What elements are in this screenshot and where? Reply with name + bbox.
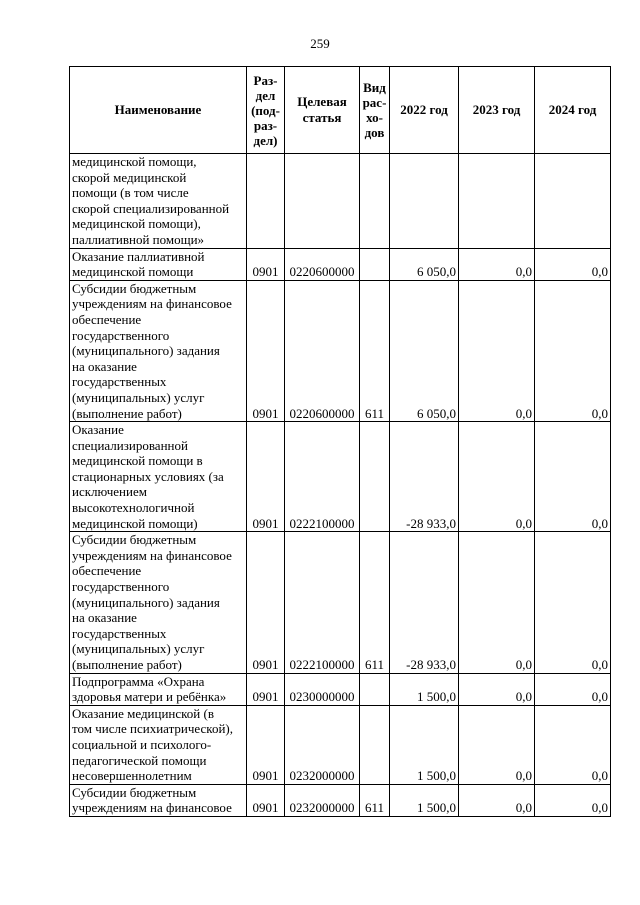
- name-cell: [70, 280, 247, 421]
- amount-2022-cell: 1 500,0: [390, 705, 459, 784]
- amount-2024-cell: 0,0: [535, 705, 611, 784]
- name-line: учреждениям на финансовое: [72, 296, 232, 312]
- name-line: Субсидии бюджетным: [72, 784, 197, 800]
- name-line: стационарных условиях (за: [72, 468, 224, 484]
- amount-2024-cell: [535, 154, 611, 249]
- name-line: на оказание: [72, 610, 137, 626]
- amount-2024-cell: 0,0: [535, 280, 611, 421]
- target-cell: 0230000000: [285, 673, 360, 705]
- amount-2024-cell: 0,0: [535, 532, 611, 673]
- name-line: социальной и психолого-: [72, 736, 212, 752]
- header-expense-line: дов: [364, 125, 385, 140]
- section-cell: 0901: [247, 784, 285, 816]
- name-cell: [70, 705, 247, 784]
- section-cell: 0901: [247, 705, 285, 784]
- target-cell: [285, 154, 360, 249]
- amount-2022-cell: -28 933,0: [390, 422, 459, 532]
- expense-cell: 611: [360, 784, 390, 816]
- name-line: (выполнение работ): [72, 657, 182, 672]
- section-cell: 0901: [247, 673, 285, 705]
- amount-2023-cell: 0,0: [459, 248, 535, 280]
- name-line: паллиативной помощи»: [72, 231, 205, 247]
- expense-cell: [360, 422, 390, 532]
- amount-2024-cell: 0,0: [535, 784, 611, 816]
- name-cell: [70, 784, 247, 816]
- name-line: медицинской помощи),: [72, 216, 201, 232]
- header-section-line: дел): [253, 132, 278, 148]
- name-line: медицинской помощи в: [72, 453, 203, 469]
- name-cell: [70, 154, 247, 249]
- name-line: помощи (в том числе: [72, 185, 189, 201]
- amount-2022-cell: 6 050,0: [390, 280, 459, 421]
- name-line: медицинской помощи: [72, 264, 194, 280]
- name-line: обеспечение: [72, 311, 142, 327]
- section-cell: 0901: [247, 280, 285, 421]
- name-cell: [70, 532, 247, 673]
- header-target: [285, 67, 360, 154]
- name-line: Субсидии бюджетным: [72, 280, 197, 296]
- expense-cell: [360, 154, 390, 249]
- name-line: высокотехнологичной: [72, 500, 195, 516]
- header-name: Наименование: [70, 67, 247, 154]
- name-line: Подпрограмма «Охрана: [72, 673, 205, 689]
- target-cell: 0232000000: [285, 705, 360, 784]
- target-cell: 0232000000: [285, 784, 360, 816]
- amount-2023-cell: 0,0: [459, 673, 535, 705]
- name-line: учреждениям на финансовое: [72, 547, 232, 563]
- name-line: учреждениям на финансовое: [72, 800, 232, 816]
- name-line: государственного: [72, 327, 170, 343]
- amount-2024-cell: 0,0: [535, 422, 611, 532]
- header-expense-line: рас-: [362, 95, 387, 110]
- name-line: медицинской помощи,: [72, 154, 197, 169]
- name-line: медицинской помощи): [72, 515, 198, 531]
- expense-cell: [360, 673, 390, 705]
- header-target-line: Целевая: [297, 94, 347, 110]
- name-line: (выполнение работ): [72, 405, 182, 421]
- name-line: государственных: [72, 625, 167, 641]
- expense-cell: 611: [360, 280, 390, 421]
- table-header-row: [70, 67, 611, 154]
- section-cell: 0901: [247, 248, 285, 280]
- header-year-2024: 2024 год: [535, 67, 611, 154]
- table-row: [70, 248, 611, 280]
- amount-2024-cell: 0,0: [535, 673, 611, 705]
- name-cell: [70, 422, 247, 532]
- name-line: Оказание медицинской (в: [72, 705, 214, 721]
- name-line: исключением: [72, 484, 147, 500]
- header-target-line: статья: [302, 110, 342, 125]
- page-number: 259: [310, 36, 330, 51]
- header-section-line: Раз-: [253, 72, 278, 88]
- header-expense-line: Вид: [363, 80, 386, 95]
- name-line: специализированной: [72, 437, 188, 453]
- name-line: государственного: [72, 579, 170, 595]
- table-row: [70, 784, 611, 816]
- table-row: [70, 422, 611, 532]
- name-line: (муниципальных) услуг: [72, 389, 205, 405]
- name-line: (муниципального) задания: [72, 594, 220, 610]
- name-cell: [70, 673, 247, 705]
- amount-2022-cell: [390, 154, 459, 249]
- section-cell: 0901: [247, 532, 285, 673]
- table-row: [70, 154, 611, 249]
- target-cell: 0222100000: [285, 532, 360, 673]
- table-row: [70, 532, 611, 673]
- name-line: скорой специализированной: [72, 200, 230, 216]
- target-cell: 0222100000: [285, 422, 360, 532]
- name-line: (муниципальных) услуг: [72, 641, 205, 657]
- amount-2023-cell: [459, 154, 535, 249]
- amount-2022-cell: 6 050,0: [390, 248, 459, 280]
- amount-2023-cell: 0,0: [459, 705, 535, 784]
- section-cell: [247, 154, 285, 249]
- name-line: том числе психиатрической),: [72, 721, 233, 737]
- section-cell: 0901: [247, 422, 285, 532]
- name-cell: [70, 248, 247, 280]
- amount-2022-cell: 1 500,0: [390, 673, 459, 705]
- amount-2022-cell: 1 500,0: [390, 784, 459, 816]
- target-cell: 0220600000: [285, 280, 360, 421]
- amount-2023-cell: 0,0: [459, 280, 535, 421]
- amount-2023-cell: 0,0: [459, 422, 535, 532]
- header-year-2023: 2023 год: [459, 67, 535, 154]
- budget-table: [69, 66, 611, 817]
- name-line: государственных: [72, 374, 167, 390]
- name-line: (муниципального) задания: [72, 343, 220, 359]
- amount-2023-cell: 0,0: [459, 784, 535, 816]
- expense-cell: [360, 248, 390, 280]
- header-section: [247, 67, 285, 154]
- target-cell: 0220600000: [285, 248, 360, 280]
- name-line: обеспечение: [72, 563, 142, 579]
- header-year-2022: 2022 год: [390, 67, 459, 154]
- expense-cell: [360, 705, 390, 784]
- name-line: Субсидии бюджетным: [72, 532, 197, 548]
- name-line: Оказание паллиативной: [72, 248, 205, 264]
- header-expense-line: хо-: [366, 110, 383, 125]
- table-row: [70, 673, 611, 705]
- header-section-line: (под-: [251, 102, 280, 118]
- header-section-line: раз-: [253, 117, 278, 133]
- table-body: [70, 154, 611, 817]
- amount-2023-cell: 0,0: [459, 532, 535, 673]
- table-row: [70, 705, 611, 784]
- name-line: на оказание: [72, 358, 137, 374]
- amount-2022-cell: -28 933,0: [390, 532, 459, 673]
- name-line: здоровья матери и ребёнка»: [72, 689, 227, 705]
- name-line: Оказание: [72, 422, 124, 438]
- table-row: [70, 280, 611, 421]
- header-section-line: дел: [255, 87, 276, 103]
- header-expense: [360, 67, 390, 154]
- amount-2024-cell: 0,0: [535, 248, 611, 280]
- name-line: несовершеннолетним: [72, 768, 192, 784]
- name-line: скорой медицинской: [72, 169, 187, 185]
- name-line: педагогической помощи: [72, 752, 207, 768]
- expense-cell: 611: [360, 532, 390, 673]
